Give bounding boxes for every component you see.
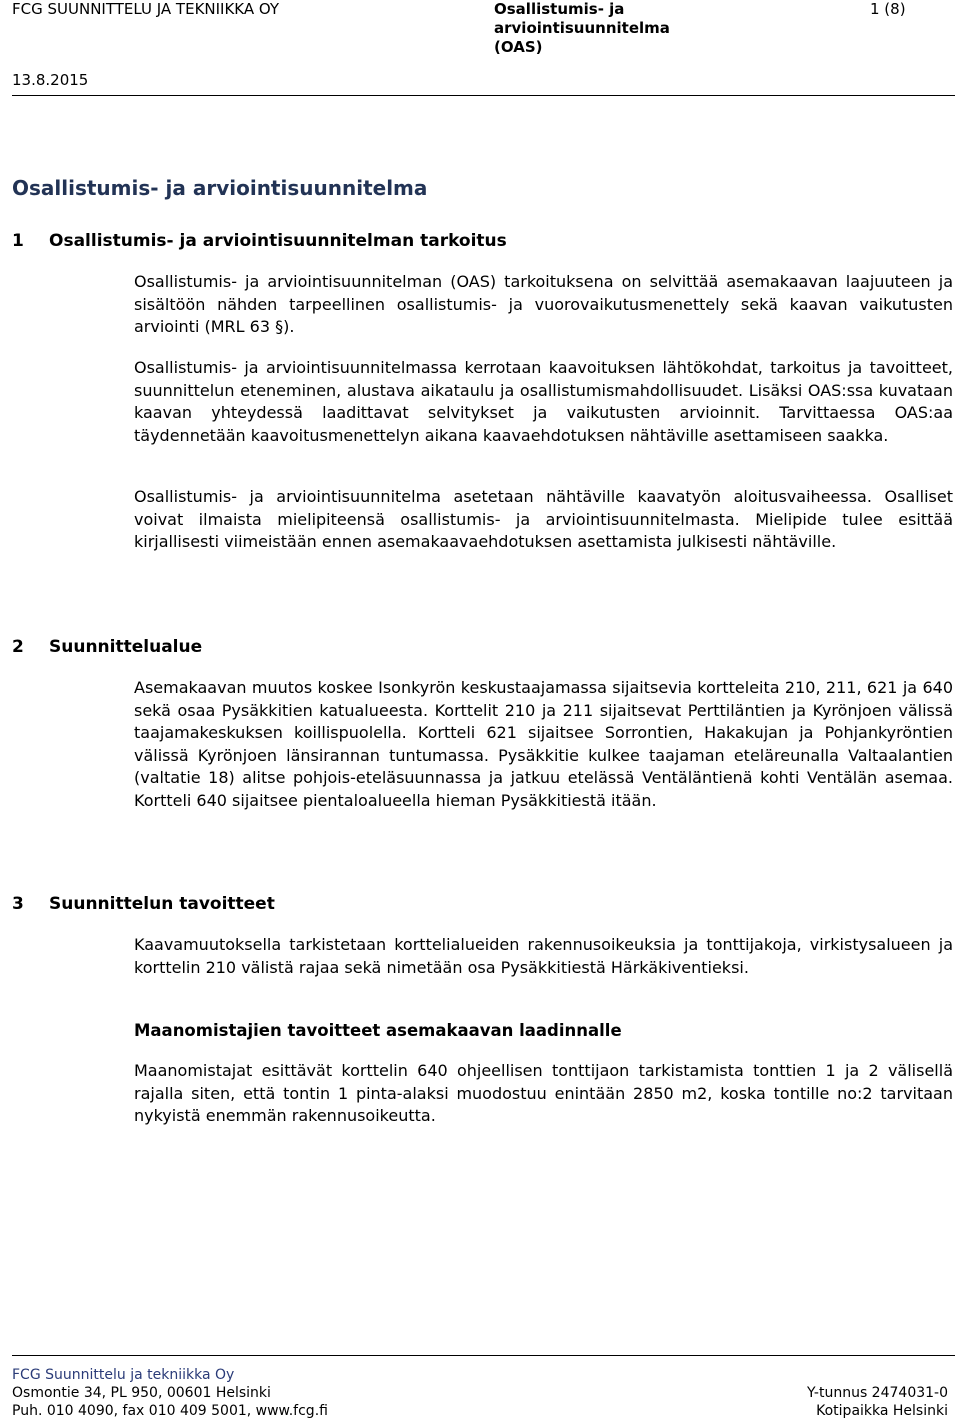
footer-company: FCG Suunnittelu ja tekniikka Oy [12,1367,235,1383]
section-number: 2 [12,637,24,657]
section-1-paragraph-2: Osallistumis- ja arviointisuunnitelmassa kerrotaan kaavoituksen lähtökohdat, tarkoitus ja tavoitteet, suunnittelun eteneminen, alustava aikataulu ja osallistumismahdollisuudet. Lisäksi OAS:ssa kuvataan kaavan yhteydessä laadittavat selvitykset ja vaikutusten arvioinnit. Tarvittaessa OAS:aa täydennetään kaavoitusmenettelyn aikana kaavaehdotuksen nähtäville asettamiseen saakka. [134,358,953,445]
section-2-paragraph-1: Asemakaavan muutos koskee Isonkyrön keskustaajamassa sijaitsevia kortteleita 210, 211, 621 ja 640 sekä osaa Pysäkkitien katualueesta. Korttelit 210 ja 211 sijaitsevat Perttiläntien ja Kyrönjoen välissä taajamakeskuksen koillispuolella. Kortteli 621 sijaitsee Sorrontien, Hakakujan ja Pohjankyröntien välissä Kyrönjoen länsirannan tuntumassa. Pysäkkitie kulkee taajaman eteläreunalla Valtaalantien (valtatie 18) alitse pohjois-eteläsuunnassa ja jatkuu etelässä Ventäläntienä kohti Ventälän asemaa. Kortteli 640 sijaitsee pientaloalueella hieman Pysäkkitiestä itään. [134,678,953,810]
header-page-number: 1 (8) [870,0,906,18]
section-3-paragraph-1: Kaavamuutoksella tarkistetaan korttelialueiden rakennusoikeuksia ja tonttijakoja, virkistysalueen ja korttelin 210 välistä rajaa sekä nimetään osa Pysäkkitiestä Härkäkiventieksi. [134,935,953,977]
header-divider [12,95,955,96]
header-company: FCG SUUNNITTELU JA TEKNIIKKA OY [12,0,280,18]
footer-domicile: Kotipaikka Helsinki [816,1403,948,1419]
section-1-heading [12,230,507,252]
section-number: 1 [12,231,24,251]
section-1-paragraph-1: Osallistumis- ja arviointisuunnitelman (OAS) tarkoituksena on selvittää asemakaavan laajuuteen ja sisältöön nähden tarpeellinen osallistumis- ja vuorovaikutusmenettely sekä kaavan vaikutusten arviointi (MRL 63 §). [134,272,953,337]
document-title: Osallistumis- ja arviointisuunnitelma [12,176,428,200]
section-title: Osallistumis- ja arviointisuunnitelman tarkoitus [49,231,507,251]
section-number: 3 [12,894,24,914]
header-date: 13.8.2015 [12,71,89,89]
section-2-heading [12,636,202,658]
footer-business-id: Y-tunnus 2474031-0 [807,1385,948,1401]
footer-contact: Puh. 010 4090, fax 010 409 5001, www.fcg.fi [12,1403,328,1419]
footer-address: Osmontie 34, PL 950, 00601 Helsinki [12,1385,271,1401]
header-doc-title: Osallistumis- ja arviointisuunnitelma (OAS) [494,0,670,56]
section-3-sub-paragraph-1: Maanomistajat esittävät korttelin 640 ohjeellisen tonttijaon tarkistamista tonttien 1 ja 2 välisellä rajalla siten, että tontin 1 pinta-alaksi muodostuu enintään 2850 m2, koska tontille no:2 tarvitaan nykyistä enemmän rakennusoikeutta. [134,1061,953,1126]
footer-divider [12,1355,955,1356]
section-3-subheading: Maanomistajien tavoitteet asemakaavan laadinnalle [134,1021,622,1040]
section-title: Suunnittelualue [49,637,203,657]
section-1-paragraph-3: Osallistumis- ja arviointisuunnitelma asetetaan nähtäville kaavatyön aloitusvaiheessa. Osalliset voivat ilmaista mielipiteensä osallistumis- ja arviointisuunnitelmasta. Mielipide tulee esittää kirjallisesti viimeistään ennen asemakaavaehdotuksen asettamista julkisesti nähtäville. [134,487,953,552]
section-3-heading [12,893,275,915]
section-title: Suunnittelun tavoitteet [49,894,275,914]
